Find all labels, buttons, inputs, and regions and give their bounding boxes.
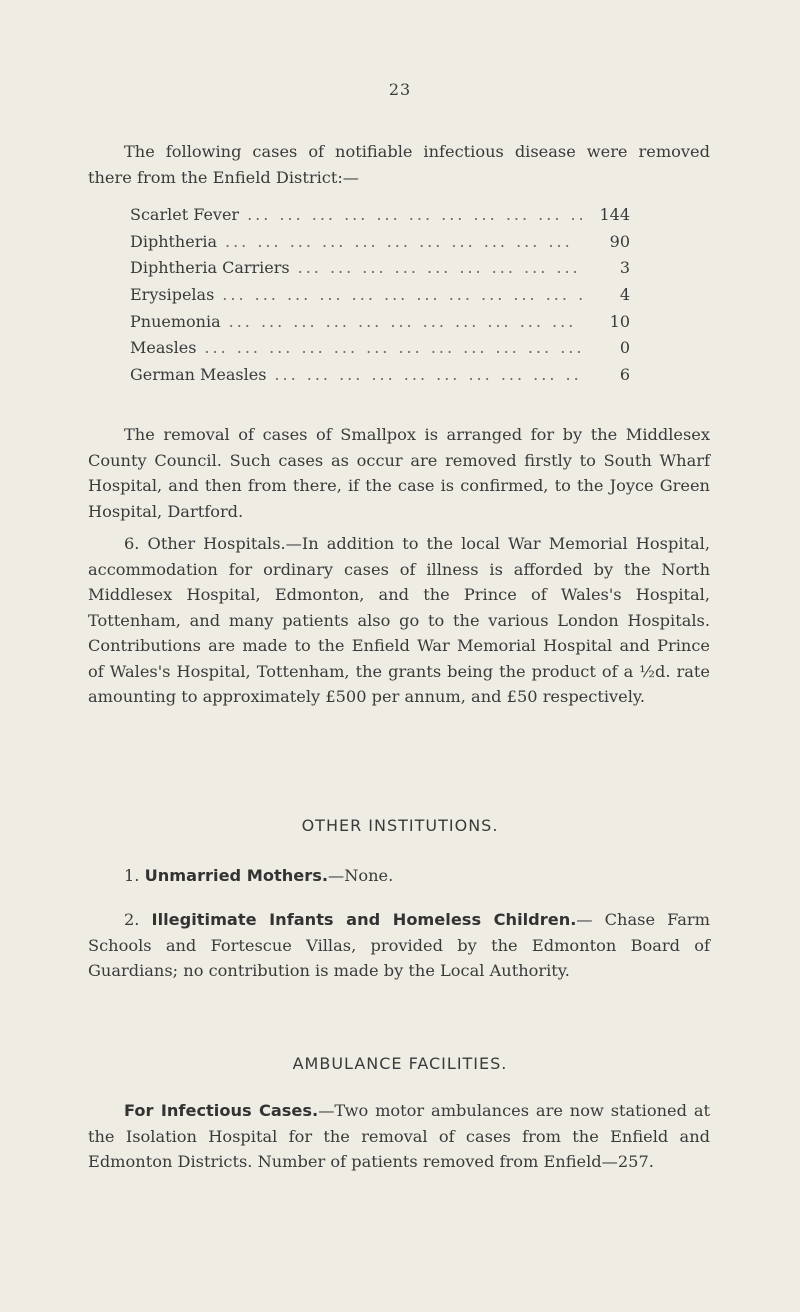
item-number: 1. (124, 866, 140, 885)
case-count: 0 (619, 338, 630, 358)
section-title: Other Hospitals. (147, 534, 286, 553)
disease-label: Diphtheria (130, 231, 217, 251)
leader-dots (247, 205, 582, 224)
leader-dots (298, 258, 582, 277)
section-number: 6. (124, 534, 140, 553)
other-hospitals-paragraph (88, 531, 710, 710)
table-row (130, 338, 630, 365)
table-row (130, 205, 630, 232)
leader-dots (225, 232, 582, 251)
infectious-cases-paragraph (88, 1098, 710, 1175)
other-institutions-heading: OTHER INSTITUTIONS. (301, 816, 499, 835)
case-count: 6 (619, 365, 630, 385)
table-row (130, 312, 630, 339)
item-number: 2. (124, 910, 140, 929)
cases-table (130, 205, 630, 392)
case-count: 3 (619, 258, 630, 278)
table-row (130, 258, 630, 285)
item-text: —Two motor ambulances are now stationed at the Isolation Hospital for the removal of cases from the Enfield and Edmonton Districts. Number of patients removed from Enfield—257. (88, 1101, 710, 1171)
smallpox-paragraph: The removal of cases of Smallpox is arranged for by the Middlesex County Council. Such cases as occur are removed firstly to South Wharf Hospital, and then from there, if the case is confirmed, to the Joyce Green Hospital, Dartford. (88, 425, 710, 521)
disease-label: Pnuemonia (130, 311, 221, 331)
section-text: —In addition to the local War Memorial Hospital, accommodation for ordinary cases of illness is afforded by the North Middlesex Hospital, Edmonton, and the Prince of Wales's Hospital, Tottenham, and many patients also go to the various London Hospitals. Contributions are made to the Enfield War Memorial Hospital and Prince of Wales's Hospital, Tottenham, the grants being the product of a ½d. rate amounting to approximately £500 per annum, and £50 respectively. (88, 534, 710, 706)
leader-dots (222, 285, 582, 304)
page-number: 23 (388, 80, 412, 99)
item-title: Unmarried Mothers. (144, 866, 329, 885)
table-row (130, 232, 630, 259)
case-count: 90 (609, 231, 630, 251)
leader-dots (274, 365, 582, 384)
leader-dots (229, 312, 582, 331)
illegitimate-infants-paragraph (88, 907, 710, 984)
case-count: 10 (609, 311, 630, 331)
table-row (130, 285, 630, 312)
disease-label: Erysipelas (130, 285, 215, 305)
item-text: —None. (328, 866, 394, 885)
item-title: Illegitimate Infants and Homeless Children. (151, 910, 577, 929)
disease-label: Diphtheria Carriers (130, 258, 290, 278)
case-count: 4 (619, 285, 630, 305)
unmarried-mothers-paragraph (88, 863, 710, 889)
disease-label: Measles (130, 338, 197, 358)
leader-dots (204, 338, 582, 357)
case-count: 144 (599, 205, 630, 224)
item-title: For Infectious Cases. (124, 1101, 319, 1120)
ambulance-facilities-heading: AMBULANCE FACILITIES. (292, 1054, 508, 1073)
disease-label: German Measles (130, 365, 267, 385)
item-text: — Chase Farm Schools and Fortescue Villas, provided by the Edmonton Board of Guardians; no contribution is made by the Local Authority. (88, 910, 710, 980)
disease-label: Scarlet Fever (130, 205, 240, 224)
intro-paragraph: The following cases of notifiable infectious disease were removed there from the Enfield District:— (88, 142, 710, 187)
table-row (130, 365, 630, 392)
